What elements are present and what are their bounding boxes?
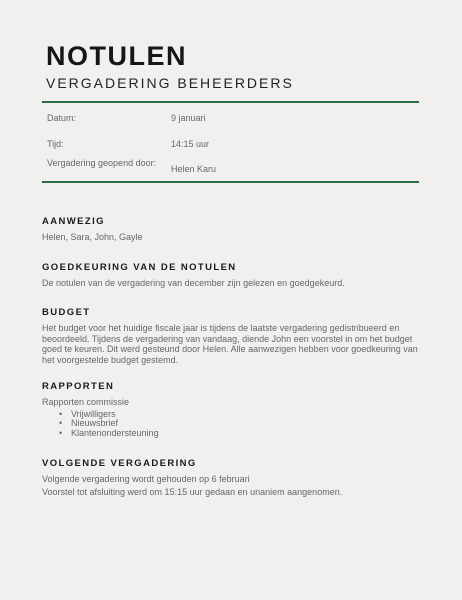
section-body-volgende-line1: Volgende vergadering wordt gehouden op 6 februari (42, 474, 250, 484)
bullet-icon: • (59, 418, 63, 428)
info-label-geopend: Vergadering geopend door: (47, 158, 157, 168)
rapporten-list (42, 410, 422, 439)
section-body-rapporten: Rapporten commissie (42, 397, 130, 407)
section-body-budget: Het budget voor het huidige fiscale jaar is tijdens de laatste vergadering gedistribueerd en beoordeeld. Tijdens de vergadering van vandaag, diende John een voorstel in om het budget goed te keuren. Dit werd gesteund door Helen. Alle aanwezigen hebben voor goedkeuring van het voorgestelde budget gestemd. (42, 323, 418, 365)
section-heading-goedkeuring: GOEDKEURING VAN DE NOTULEN (42, 262, 237, 273)
info-label-datum: Datum: (47, 113, 77, 123)
section-body-goedkeuring: De notulen van de vergadering van december zijn gelezen en goedgekeurd. (42, 278, 345, 288)
section-heading-volgende: VOLGENDE VERGADERING (42, 458, 197, 469)
section-heading-rapporten: RAPPORTEN (42, 381, 115, 392)
page-title: NOTULEN (46, 41, 187, 71)
list-item-text: Vrijwilligers (71, 408, 116, 419)
section-body-volgende-line2: Voorstel tot afsluiting werd om 15:15 uur gedaan en unaniem aangenomen. (42, 486, 343, 497)
section-heading-aanwezig: AANWEZIG (42, 216, 105, 227)
list-item-text: Nieuwsbrief (71, 418, 119, 428)
list-item (59, 429, 422, 439)
info-value-datum: 9 januari (171, 113, 206, 123)
bullet-icon: • (59, 408, 63, 419)
section-heading-budget: BUDGET (42, 307, 91, 318)
bottom-divider (42, 181, 419, 183)
list-item-text: Klantenondersteuning (71, 427, 159, 438)
section-budget (42, 307, 422, 365)
info-value-geopend: Helen Karu (171, 164, 217, 174)
section-volgende (42, 458, 422, 497)
info-label-tijd: Tijd: (47, 139, 64, 149)
page-subtitle: VERGADERING BEHEERDERS (46, 75, 294, 91)
top-divider (42, 101, 419, 103)
info-value-tijd: 14:15 uur (171, 139, 210, 149)
bullet-icon: • (59, 427, 63, 438)
section-body-aanwezig: Helen, Sara, John, Gayle (42, 232, 143, 242)
section-rapporten (42, 381, 422, 438)
section-aanwezig (42, 216, 422, 243)
section-goedkeuring (42, 262, 422, 289)
